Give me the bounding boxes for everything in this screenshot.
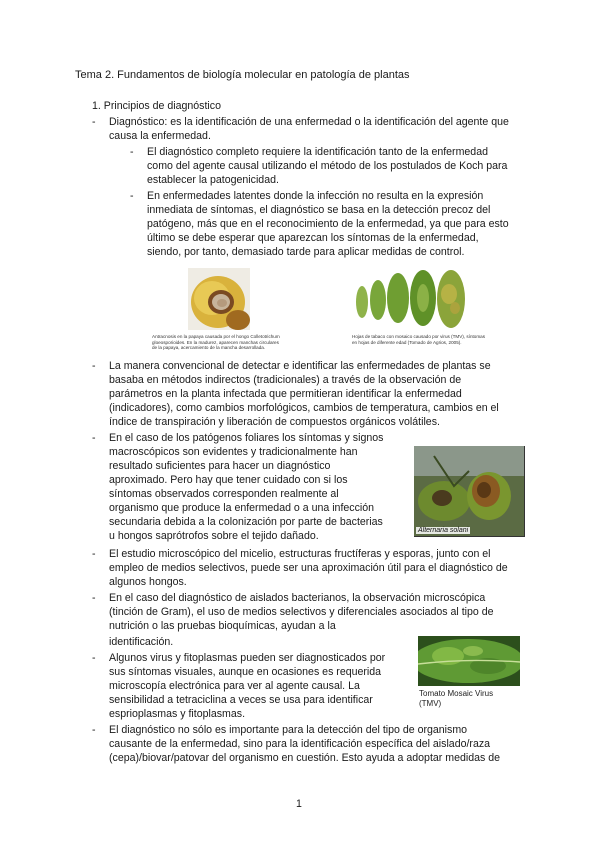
p7-line: causante de la enfermedad, sino para la identificación específica del aislado/raza xyxy=(109,738,491,750)
p4-line: algunos hongos. xyxy=(109,576,187,588)
p7-line: El diagnóstico no sólo es importante para la detección del tipo de organismo xyxy=(109,724,468,736)
p3-line: resultado suficientes para hacer un diagnóstico xyxy=(109,460,331,472)
p2-line: basaba en métodos indirectos (tradicionales) a través de la observación de xyxy=(109,374,462,386)
p5-line: nutrición o las pruebas bioquímicas, ayudan a la xyxy=(109,620,336,632)
p3-line: En el caso de los patógenos foliares los síntomas y signos xyxy=(109,432,384,444)
alternaria-caption: Alternaria solani xyxy=(418,527,469,534)
p1a-line: como del agente causal utilizando el método de los postulados de Koch para xyxy=(147,160,508,172)
papaya-caption xyxy=(152,334,280,351)
p2-line: (indicadores), como cambios morfológicos, cambios de temperatura, cambios en el xyxy=(109,402,499,414)
p2-line: La manera convencional de detectar e identificar las enfermedades de plantas se xyxy=(109,360,491,372)
caption-line: gloeosporioides. En la madurez, aparecen manchas circulares xyxy=(152,339,279,345)
caption-line: (TMV) xyxy=(419,699,442,708)
bullet-dash: - xyxy=(92,360,96,372)
bullet-dash: - xyxy=(92,548,96,560)
tmv-caption xyxy=(419,689,493,709)
p1b-line: patógeno, más que en el reconocimiento de la enfermedad, ya que para esto xyxy=(147,218,509,230)
p1b-line: siendo, por tanto, demasiado tarde para aplicar medidas de control. xyxy=(147,246,465,258)
bullet-dash: - xyxy=(130,190,134,202)
papaya-anthracnose-image xyxy=(188,268,250,330)
p1b-line: inmediata de síntomas, el diagnóstico se basa en la detección precoz del xyxy=(147,204,491,216)
p1b-line: último se debe esperar que aparezcan los síntomas de la enfermedad, xyxy=(147,232,479,244)
caption-line: en hojas de diferente edad (Tomado de Agrios, 2005). xyxy=(352,339,462,345)
p3-line: síntomas observados corresponden realmente al xyxy=(109,488,339,500)
p5-line: En el caso del diagnóstico de aislados bacterianos, la observación microscópica xyxy=(109,592,486,604)
bullet-dash: - xyxy=(92,432,96,444)
p7-line: (cepa)/biovar/patovar del organismo en cuestión. Esto ayuda a adoptar medidas de xyxy=(109,752,501,764)
p3-line: aproximado. Pero hay que tener cuidado con si los xyxy=(109,474,348,486)
p3-line: u hongos saprótrofos sobre el tejido dañado. xyxy=(109,530,319,542)
p4-line: empleo de medios selectivos, puede ser una aproximación útil para el diagnóstico de xyxy=(109,562,508,574)
tobacco-leaves-image xyxy=(352,268,472,330)
p1a-line: El diagnóstico completo requiere la identificación tanto de la enfermedad xyxy=(147,146,488,158)
alternaria-solani-image xyxy=(414,446,525,537)
bullet-dash: - xyxy=(92,592,96,604)
document-title: Tema 2. Fundamentos de biología molecular en patología de plantas xyxy=(75,69,410,81)
bullet-dash: - xyxy=(130,146,134,158)
p4-line: El estudio microscópico del micelio, estructuras fructíferas y esporas, junto con el xyxy=(109,548,491,560)
p2-line: índice de transpiración y liberación de compuestos orgánicos volátiles. xyxy=(109,416,440,428)
p6-line: esprioplasmas y fitoplasmas. xyxy=(109,708,246,720)
p1b-line: En enfermedades latentes donde la infección no resulta en la expresión xyxy=(147,190,484,202)
p3-line: macroscópicos son evidentes y tradicionalmente han xyxy=(109,446,358,458)
caption-line: Antracnosis en la papaya causada por el hongo Colletotrichum xyxy=(152,334,280,339)
tomato-mosaic-virus-image xyxy=(418,636,520,686)
page-number: 1 xyxy=(296,798,302,810)
p6-line: microscopía electrónica para ver al agente causal. La xyxy=(109,680,360,692)
p3-line: secundaria debida a la colonización por parte de bacterias xyxy=(109,516,383,528)
caption-line: Hojas de tabaco con mosaico causado por virus (TMV), síntomas xyxy=(352,334,486,339)
p3-line: organismo que produce la enfermedad o a una infección xyxy=(109,502,375,514)
leaves-caption xyxy=(352,334,485,345)
p1-line: Diagnóstico: es la identificación de una enfermedad o la identificación del agente que xyxy=(109,116,509,128)
caption-line: de la papaya, acercamiento de la mancha desarrollada. xyxy=(152,345,266,351)
p1-line: causa la enfermedad. xyxy=(109,130,211,142)
section-heading: 1. Principios de diagnóstico xyxy=(92,100,221,112)
bullet-dash: - xyxy=(92,652,96,664)
bullet-dash: - xyxy=(92,116,96,128)
p5-line: (tinción de Gram), el uso de medios selectivos y diferenciales asociados al tipo de xyxy=(109,606,494,618)
p6-line: Algunos virus y fitoplasmas pueden ser diagnosticados por xyxy=(109,652,386,664)
bullet-dash: - xyxy=(92,724,96,736)
caption-line: Tomato Mosaic Virus xyxy=(419,689,494,698)
p6-line: sensibilidad a tetraciclina a veces se usa para identificar xyxy=(109,694,373,706)
p2-line: parámetros en la planta infectada que permitieran identificar la enfermedad xyxy=(109,388,462,400)
p1a-line: establecer la patogenicidad. xyxy=(147,174,279,186)
p6-line: sus síntomas visuales, aunque en ocasiones es requerida xyxy=(109,666,382,678)
p5-line: identificación. xyxy=(109,636,174,648)
